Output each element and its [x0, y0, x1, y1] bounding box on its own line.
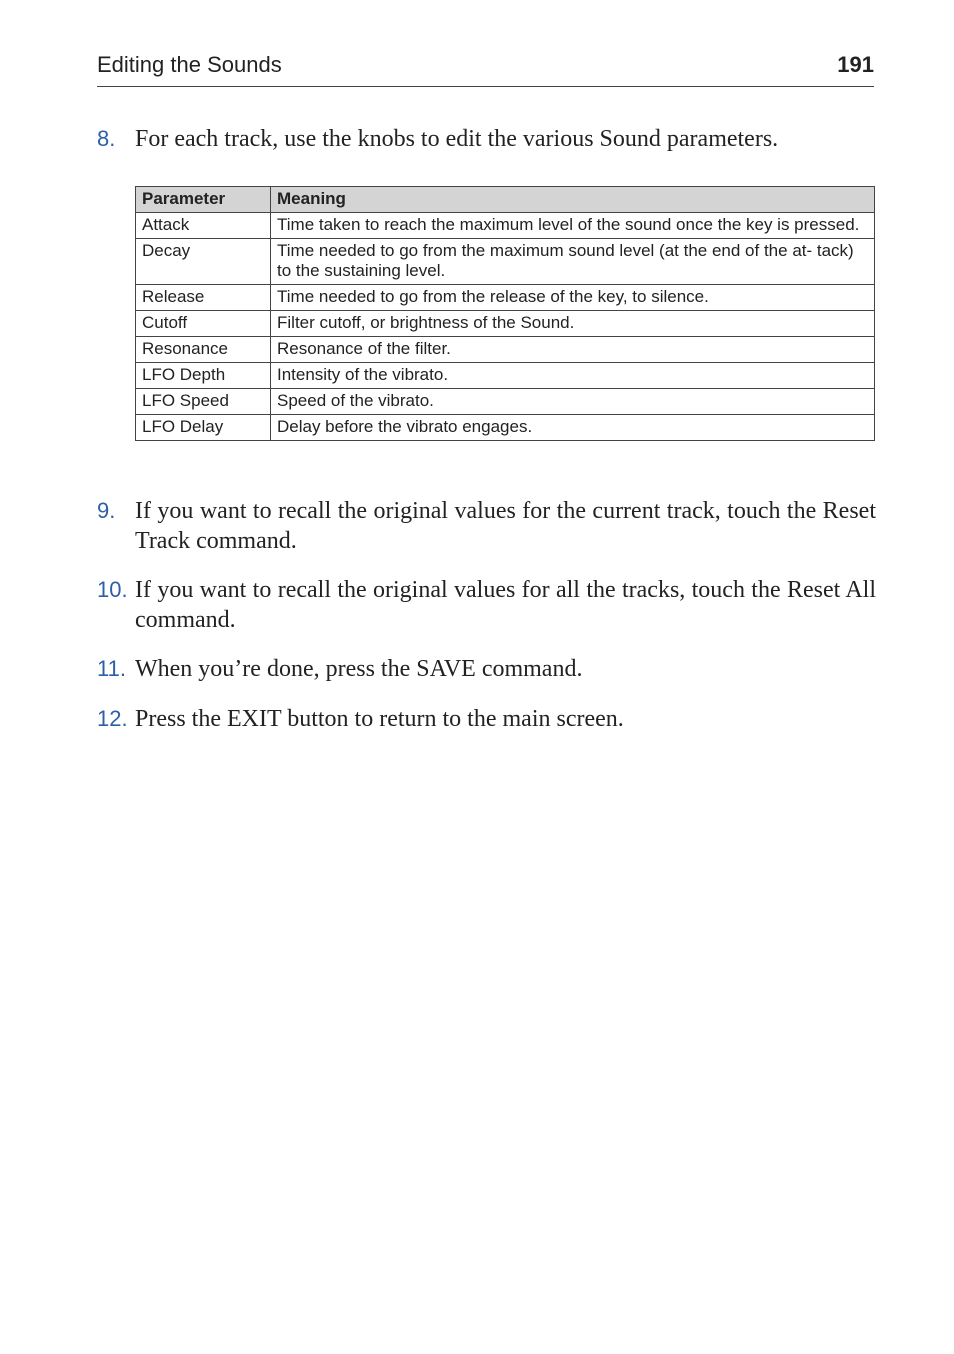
- parameter-cell: LFO Depth: [136, 363, 271, 389]
- parameter-cell: Decay: [136, 239, 271, 285]
- table-row: [136, 389, 875, 415]
- step-text: If you want to recall the original values for the current track, touch the Reset Track command.: [135, 498, 876, 554]
- step-number: 11.: [97, 656, 126, 681]
- table-row: [136, 415, 875, 441]
- meaning-cell: Time needed to go from the maximum sound level (at the end of the at- tack) to the sustaining level.: [271, 239, 875, 285]
- parameter-table: [135, 186, 875, 441]
- column-header-parameter: Parameter: [136, 187, 271, 213]
- meaning-cell: Intensity of the vibrato.: [271, 363, 875, 389]
- table-row: [136, 239, 875, 285]
- step-8: [97, 124, 876, 154]
- parameter-cell: Release: [136, 285, 271, 311]
- step-9: [97, 496, 876, 556]
- parameter-cell: LFO Delay: [136, 415, 271, 441]
- section-title: Editing the Sounds: [97, 52, 282, 77]
- table-row: [136, 337, 875, 363]
- meaning-cell: Resonance of the filter.: [271, 337, 875, 363]
- step-number: 10.: [97, 577, 128, 602]
- step-number: 9.: [97, 498, 116, 523]
- parameter-cell: Resonance: [136, 337, 271, 363]
- step-10: [97, 575, 876, 635]
- meaning-cell: Time taken to reach the maximum level of the sound once the key is pressed.: [271, 213, 875, 239]
- meaning-cell: Speed of the vibrato.: [271, 389, 875, 415]
- parameter-cell: LFO Speed: [136, 389, 271, 415]
- table-row: [136, 363, 875, 389]
- table-row: [136, 285, 875, 311]
- parameter-cell: Cutoff: [136, 311, 271, 337]
- table-row: [136, 213, 875, 239]
- step-text: Press the EXIT button to return to the main screen.: [135, 706, 624, 732]
- meaning-cell: Filter cutoff, or brightness of the Sound.: [271, 311, 875, 337]
- parameter-cell: Attack: [136, 213, 271, 239]
- step-text: For each track, use the knobs to edit the various Sound parameters.: [135, 126, 779, 152]
- running-header: [97, 50, 874, 87]
- page-number: 191: [837, 52, 874, 77]
- table-header-row: [136, 187, 875, 213]
- step-11: [97, 654, 876, 684]
- step-text: When you’re done, press the SAVE command.: [135, 656, 583, 682]
- meaning-cell: Delay before the vibrato engages.: [271, 415, 875, 441]
- table-row: [136, 311, 875, 337]
- column-header-meaning: Meaning: [271, 187, 875, 213]
- step-number: 8.: [97, 126, 116, 151]
- step-12: [97, 704, 876, 734]
- step-number: 12.: [97, 706, 128, 731]
- step-text: If you want to recall the original values for all the tracks, touch the Reset All command.: [135, 577, 876, 633]
- meaning-cell: Time needed to go from the release of the key, to silence.: [271, 285, 875, 311]
